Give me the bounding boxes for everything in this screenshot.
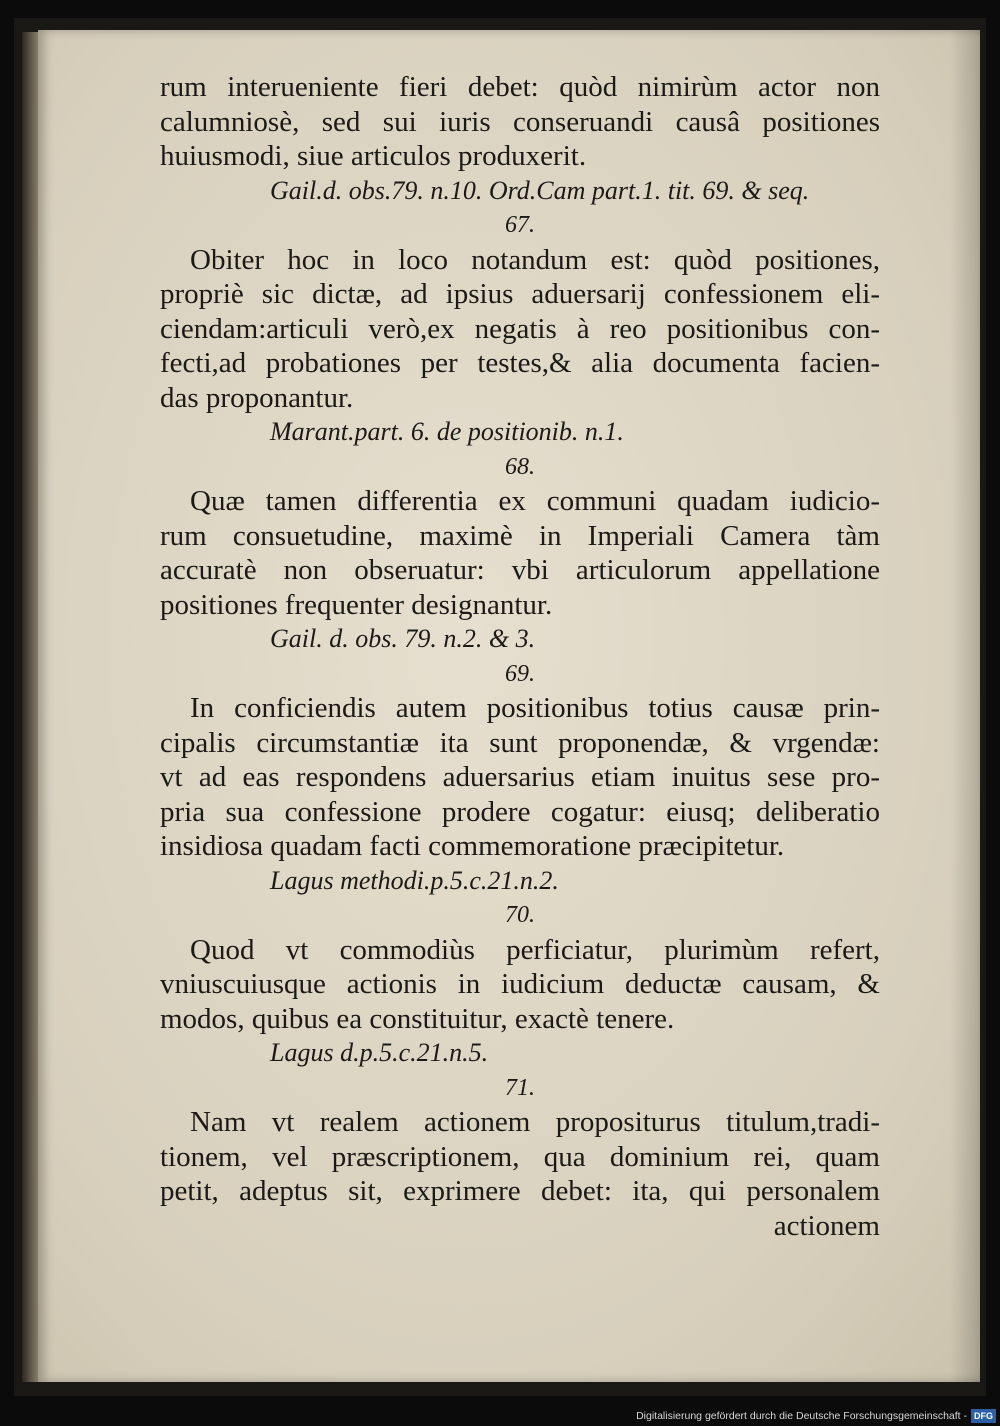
text-line: huiusmodi, siue articulos produxerit. bbox=[160, 140, 587, 172]
citation-line: Gail. d. obs. 79. n.2. & 3. bbox=[270, 624, 536, 653]
text-line: das proponantur. bbox=[160, 381, 354, 414]
citation-line: Lagus methodi.p.5.c.21.n.2. bbox=[270, 865, 559, 895]
section-number: 70. bbox=[505, 902, 535, 928]
text-line: cipalis circumstantiæ ita sunt proponendæ, & vrgendæ: bbox=[160, 726, 880, 759]
text-line: pria sua confessione prodere cogatur: eiusq; deliberatio bbox=[160, 795, 880, 828]
text-line: calumniosè, sed sui iuris conseruandi causâ positiones bbox=[160, 105, 880, 138]
citation-line: Marant.part. 6. de positionib. n.1. bbox=[270, 417, 624, 446]
footer-text: Digitalisierung gefördert durch die Deutsche Forschungsgemeinschaft - bbox=[636, 1410, 967, 1422]
text-line: ciendam:articuli verò,ex negatis à reo positionibus con- bbox=[160, 312, 880, 345]
text-line: propriè sic dictæ, ad ipsius aduersarij confessionem eli- bbox=[160, 278, 880, 310]
text-line: tionem, vel præscriptionem, qua dominium rei, quam bbox=[160, 1140, 880, 1173]
text-line: fecti,ad probationes per testes,& alia documenta facien- bbox=[160, 347, 880, 379]
text-line: Nam vt realem actionem propositurus titulum,tradi- bbox=[190, 1106, 880, 1138]
text-line: modos, quibus ea constituitur, exactè tenere. bbox=[160, 1002, 675, 1035]
catchword: actionem bbox=[773, 1209, 880, 1242]
text-line: rum interueniente fieri debet: quòd nimirùm actor non bbox=[160, 71, 880, 103]
text-line: insidiosa quadam facti commemoratione præcipitetur. bbox=[160, 830, 785, 862]
text-line: In conficiendis autem positionibus totius causæ prin- bbox=[190, 692, 880, 724]
text-line: rum consuetudine, maximè in Imperiali Camera tàm bbox=[160, 519, 880, 552]
text-line: Obiter hoc in loco notandum est: quòd positiones, bbox=[190, 243, 880, 276]
section-number: 71. bbox=[505, 1074, 535, 1101]
text-line: accuratè non obseruatur: vbi articulorum appellatione bbox=[160, 554, 880, 586]
text-line: vniuscuiusque actionis in iudicium deductæ causam, & bbox=[160, 968, 880, 1000]
citation-line: Lagus d.p.5.c.21.n.5. bbox=[270, 1038, 489, 1067]
text-line: positiones frequenter designantur. bbox=[160, 588, 553, 621]
text-line: Quod vt commodiùs perficiatur, plurimùm refert, bbox=[190, 933, 880, 966]
gutter-shadow bbox=[950, 30, 980, 1382]
dfg-logo: DFG bbox=[971, 1409, 996, 1423]
section-number: 68. bbox=[505, 453, 535, 480]
text-line: Quæ tamen differentia ex communi quadam iudicio- bbox=[190, 485, 880, 517]
section-number: 69. bbox=[505, 660, 535, 687]
citation-line: Gail.d. obs.79. n.10. Ord.Cam part.1. tit. 69. & seq. bbox=[270, 175, 810, 205]
text-line: vt ad eas respondens aduersarius etiam inuitus sese pro- bbox=[160, 761, 880, 793]
footer-credit bbox=[600, 1408, 996, 1424]
page-text bbox=[160, 70, 880, 1243]
text-line: petit, adeptus sit, exprimere debet: ita, qui personalem bbox=[160, 1175, 880, 1207]
section-number: 67. bbox=[505, 212, 535, 238]
